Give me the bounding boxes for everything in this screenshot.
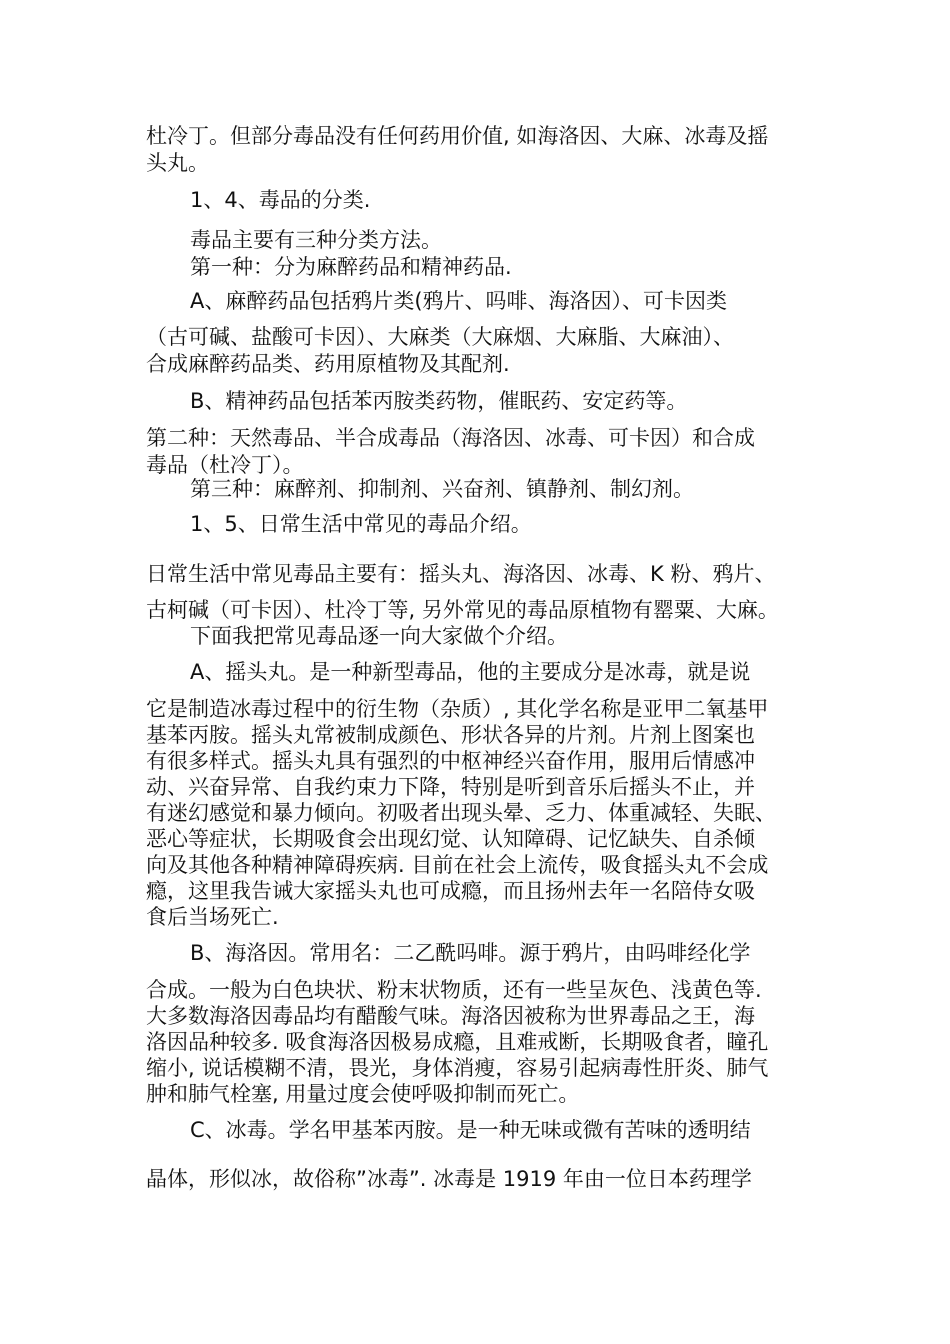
text-line: 有很多样式。摇头丸具有强烈的中枢神经兴奋作用，服用后情感冲 [146,749,755,773]
text-line: C、冰毒。学名甲基苯丙胺。是一种无味或微有苦味的透明结 [190,1118,751,1142]
text-line: 它是制造冰毒过程中的衍生物（杂质）, 其化学名称是亚甲二氧基甲 [146,697,769,721]
text-line: 毒品主要有三种分类方法。 [190,228,442,252]
text-line: 杜冷丁。但部分毒品没有任何药用价值, 如海洛因、大麻、冰毒及摇 [146,124,769,148]
text-line: 第三种：麻醉剂、抑制剂、兴奋剂、镇静剂、制幻剂。 [190,477,694,501]
section-heading: 1、5、日常生活中常见的毒品介绍。 [190,512,532,536]
text-line: 向及其他各种精神障碍疾病. 目前在社会上流传，吸食摇头丸不会成 [146,853,769,877]
text-line: 下面我把常见毒品逐一向大家做个介绍。 [190,624,568,648]
text-line: 有迷幻感觉和暴力倾向。初吸者出现头晕、乏力、体重减轻、失眠、 [146,801,776,825]
text-line: 洛因品种较多. 吸食海洛因极易成瘾，且难戒断，长期吸食者，瞳孔 [146,1030,769,1054]
text-line: 第一种：分为麻醉药品和精神药品. [190,255,512,279]
text-line: 晶体，形似冰，故俗称”冰毒”. 冰毒是 1919 年由一位日本药理学 [146,1167,752,1191]
text-line: 古柯碱（可卡因）、杜冷丁等, 另外常见的毒品原植物有罂粟、大麻。 [146,598,779,622]
text-line: 恶心等症状，长期吸食会出现幻觉、认知障碍、记忆缺失、自杀倾 [146,827,755,851]
text-line: 基苯丙胺。摇头丸常被制成颜色、形状各异的片剂。片剂上图案也 [146,723,755,747]
text-line: 食后当场死亡. [146,905,279,929]
text-line: 动、兴奋异常、自我约束力下降，特别是听到音乐后摇头不止，并 [146,775,755,799]
text-line: 合成。一般为白色块状、粉末状物质，还有一些呈灰色、浅黄色等. [146,978,762,1002]
text-line: A、麻醉药品包括鸦片类(鸦片、吗啡、海洛因）、可卡因类 [190,289,728,313]
text-line: （古可碱、盐酸可卡因）、大麻类（大麻烟、大麻脂、大麻油）、 [146,325,734,349]
text-line: 大多数海洛因毒品均有醋酸气味。海洛因被称为世界毒品之王，海 [146,1004,755,1028]
text-line: B、海洛因。常用名：二乙酰吗啡。源于鸦片，由吗啡经化学 [190,941,751,965]
text-line: 合成麻醉药品类、药用原植物及其配剂. [146,352,510,376]
text-line: B、精神药品包括苯丙胺类药物，催眠药、安定药等。 [190,389,688,413]
text-line: 第二种：天然毒品、半合成毒品（海洛因、冰毒、可卡因）和合成 [146,426,755,450]
text-line: 头丸。 [146,151,209,175]
text-line: 日常生活中常见毒品主要有：摇头丸、海洛因、冰毒、K 粉、鸦片、 [146,562,776,586]
text-line: 瘾，这里我告诫大家摇头丸也可成瘾，而且扬州去年一名陪侍女吸 [146,879,755,903]
text-line: 毒品（杜冷丁）。 [146,453,304,477]
text-line: 肿和肺气栓塞, 用量过度会使呼吸抑制而死亡。 [146,1082,580,1106]
text-line: A、摇头丸。是一种新型毒品，他的主要成分是冰毒，就是说 [190,660,751,684]
text-line: 缩小, 说话模糊不清，畏光，身体消瘦，容易引起病毒性肝炎、肺气 [146,1056,769,1080]
section-heading: 1、4、毒品的分类. [190,188,371,212]
